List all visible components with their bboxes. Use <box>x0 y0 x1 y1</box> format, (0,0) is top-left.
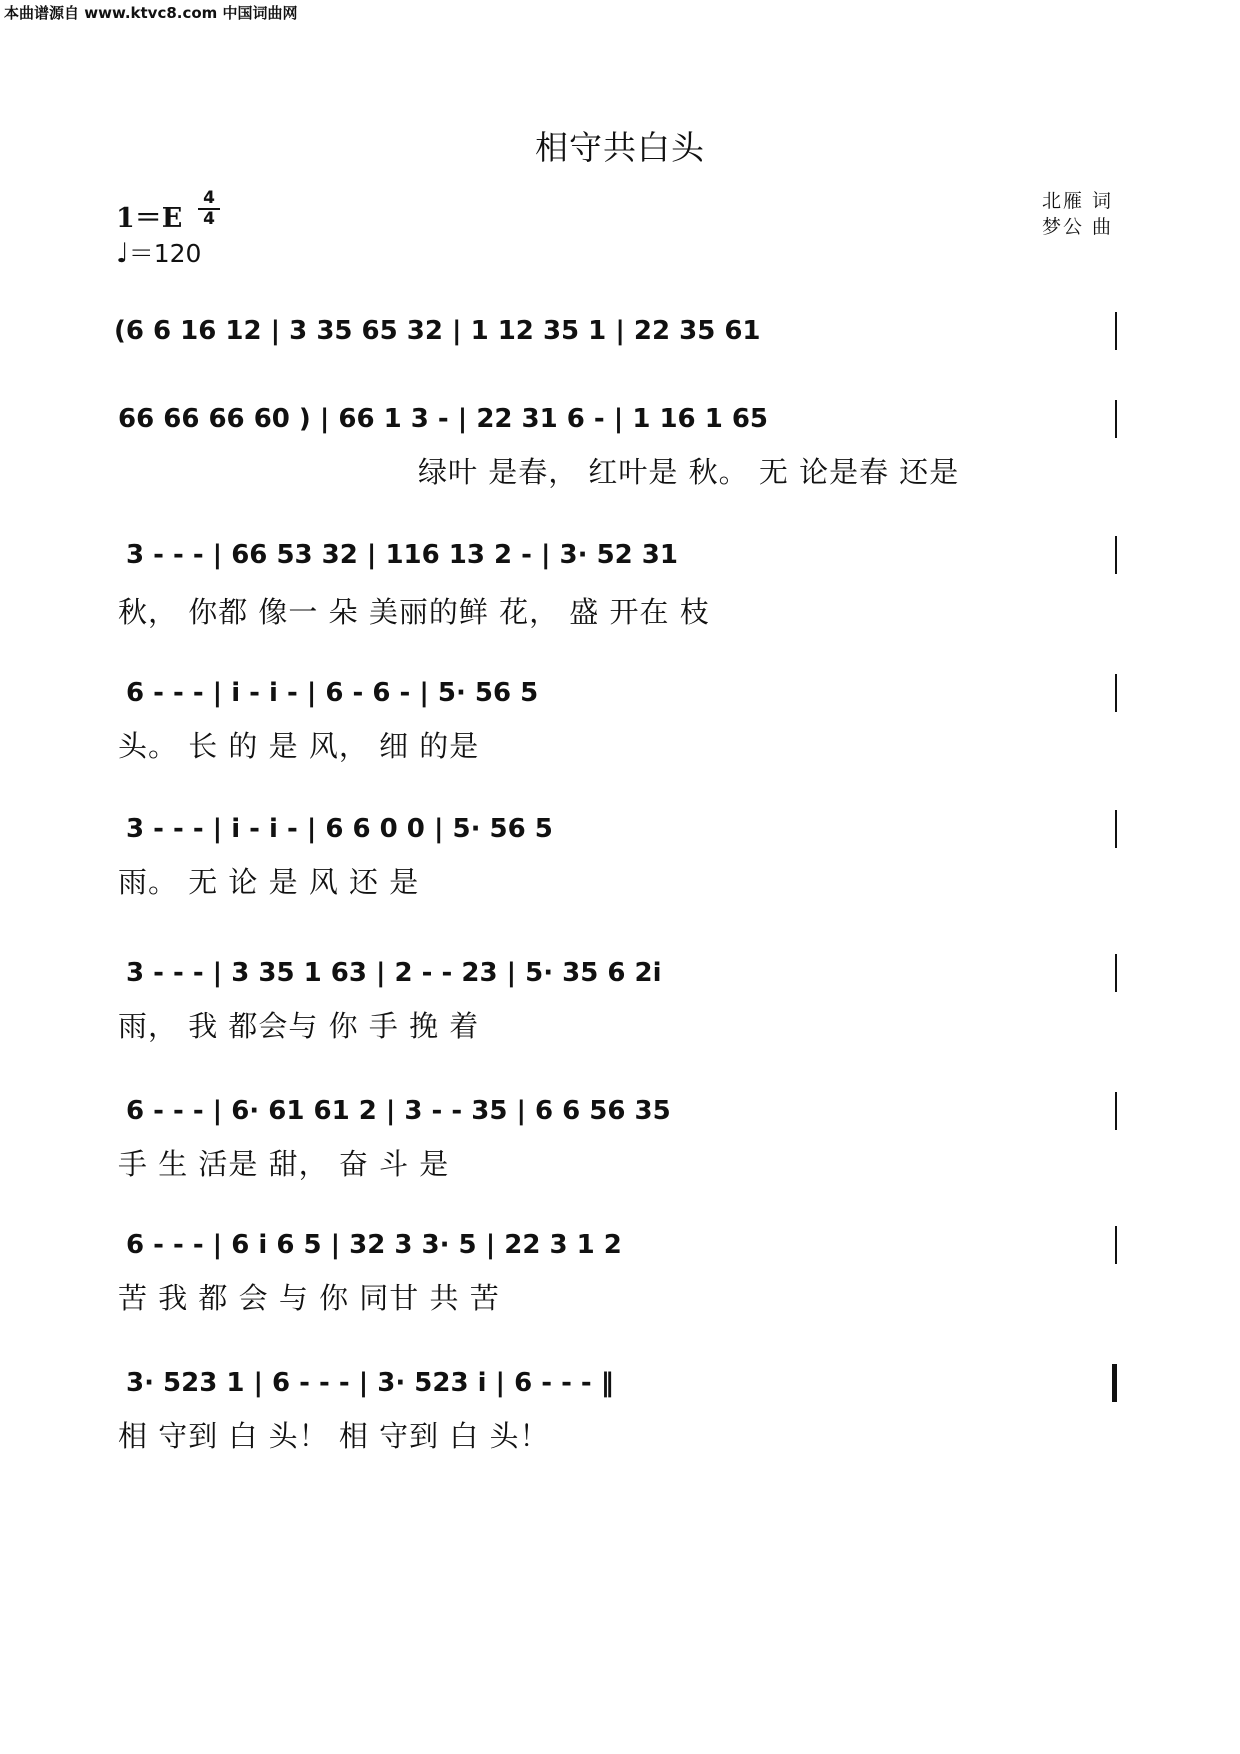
barline <box>1115 536 1117 574</box>
score-line-7-notes: 6 - - - | 6· 61 61 2 | 3 - - 35 | 6 6 56 35 <box>126 1096 671 1126</box>
lyricist-credit: 北雁 词 <box>1042 190 1114 212</box>
barline <box>1115 400 1117 438</box>
composer-credit: 梦公 曲 <box>1042 216 1114 238</box>
score-line-3-lyrics: 秋， 你都 像一 朵 美丽的鲜 花， 盛 开在 枝 <box>118 595 710 629</box>
barline <box>1115 1092 1117 1130</box>
score-line-9-lyrics: 相 守到 白 头！ 相 守到 白 头！ <box>118 1419 550 1453</box>
tempo-value: ＝120 <box>128 239 202 268</box>
score-line-6-notes: 3 - - - | 3 35 1 63 | 2 - - 23 | 5· 35 6 2i <box>126 958 662 988</box>
key-signature: 1＝E <box>116 203 183 234</box>
score-line-7-lyrics: 手 生 活是 甜， 奋 斗 是 <box>118 1147 450 1181</box>
barline <box>1115 954 1117 992</box>
barline <box>1115 810 1117 848</box>
score-line-2-lyrics: 绿叶 是春， 红叶是 秋。 无 论是春 还是 <box>418 455 960 489</box>
time-signature-upper: 4 <box>203 188 215 208</box>
barline <box>1115 674 1117 712</box>
song-title: 相守共白头 <box>535 128 705 167</box>
barline <box>1115 312 1117 350</box>
score-line-4-lyrics: 头。 长 的 是 风， 细 的是 <box>118 729 480 763</box>
score-line-1-notes: (6 6 16 12 | 3 35 65 32 | 1 12 35 1 | 22 35 61 <box>114 316 761 346</box>
score-line-8-lyrics: 苦 我 都 会 与 你 同甘 共 苦 <box>118 1281 500 1315</box>
time-signature <box>198 190 220 228</box>
barline <box>1115 1226 1117 1264</box>
score-line-9-notes: 3· 523 1 | 6 - - - | 3· 523 i | 6 - - - ‖ <box>126 1368 614 1398</box>
final-barline <box>1112 1364 1117 1402</box>
score-line-3-notes: 3 - - - | 66 53 32 | 116 13 2 - | 3· 52 31 <box>126 540 678 570</box>
score-line-5-notes: 3 - - - | i - i - | 6 6 0 0 | 5· 56 5 <box>126 814 553 844</box>
source-line: 本曲谱源自 www.ktvc8.com 中国词曲网 <box>4 4 298 22</box>
score-line-4-notes: 6 - - - | i - i - | 6 - 6 - | 5· 56 5 <box>126 678 539 708</box>
score-line-6-lyrics: 雨， 我 都会与 你 手 挽 着 <box>118 1009 480 1043</box>
tempo-marking <box>116 234 201 270</box>
time-signature-lower: 4 <box>203 209 215 229</box>
quarter-note-icon: ♩ <box>116 238 129 269</box>
score-line-2-notes: 66 66 66 60 ) | 66 1 3 - | 22 31 6 - | 1 16 1 65 <box>118 404 769 434</box>
score-line-5-lyrics: 雨。 无 论 是 风 还 是 <box>118 865 420 899</box>
score-line-8-notes: 6 - - - | 6 i 6 5 | 32 3 3· 5 | 22 3 1 2 <box>126 1230 622 1260</box>
